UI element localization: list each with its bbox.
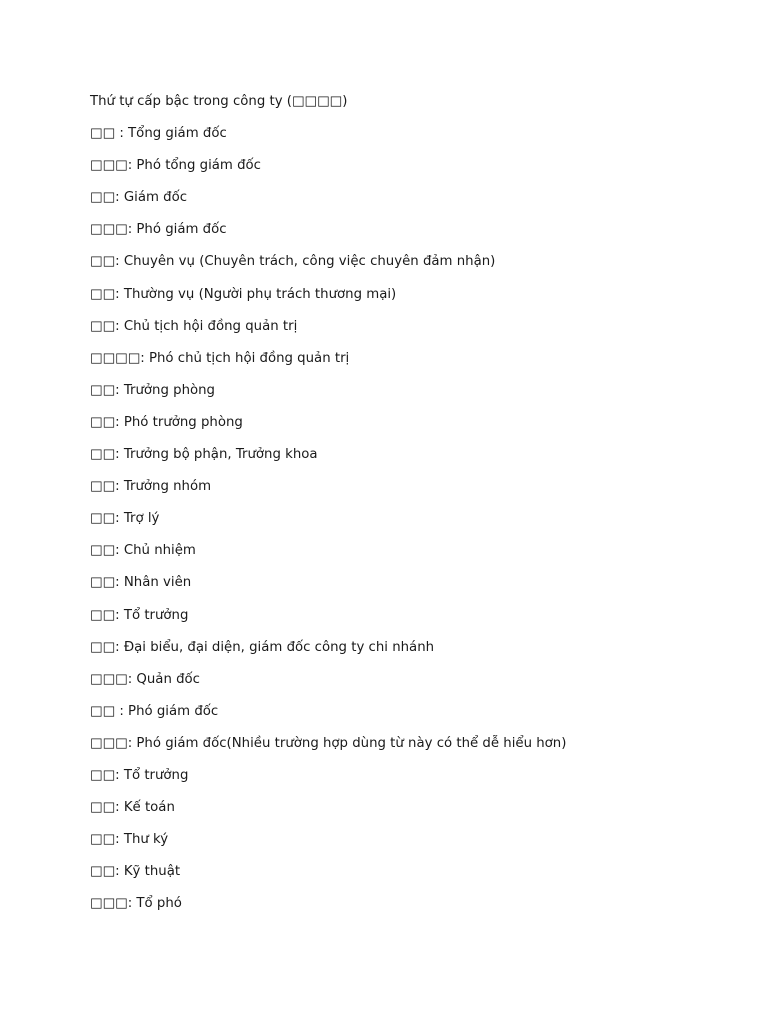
rank-line: □□: Trưởng phòng bbox=[90, 382, 215, 398]
rank-line: □□: Giám đốc bbox=[90, 190, 188, 206]
rank-line: □□: Chuyên vụ (Chuyên trách, công việc chuyên đảm nhận) bbox=[90, 254, 496, 270]
document-body bbox=[90, 92, 730, 926]
rank-line: □□□: Tổ phó bbox=[90, 896, 182, 912]
rank-line: □□□: Phó tổng giám đốc bbox=[90, 158, 261, 174]
rank-line: □□ : Phó giám đốc bbox=[90, 703, 219, 719]
rank-line: □□: Nhân viên bbox=[90, 575, 192, 591]
rank-line: □□: Đại biểu, đại diện, giám đốc công ty chi nhánh bbox=[90, 639, 435, 655]
rank-line: □□□□: Phó chủ tịch hội đồng quản trị bbox=[90, 350, 350, 366]
rank-line: □□: Thường vụ (Người phụ trách thương mại) bbox=[90, 286, 397, 302]
rank-line: □□: Trưởng bộ phận, Trưởng khoa bbox=[90, 447, 318, 463]
rank-line: □□: Kế toán bbox=[90, 800, 175, 816]
rank-line: □□: Chủ nhiệm bbox=[90, 543, 196, 559]
rank-line: □□: Chủ tịch hội đồng quản trị bbox=[90, 318, 298, 334]
rank-line: □□: Kỹ thuật bbox=[90, 864, 181, 880]
rank-line: □□: Tổ trưởng bbox=[90, 767, 189, 783]
rank-line: □□: Trợ lý bbox=[90, 511, 160, 527]
rank-line: □□: Trưởng nhóm bbox=[90, 479, 212, 495]
rank-line: □□ : Tổng giám đốc bbox=[90, 126, 227, 142]
rank-line: □□□: Phó giám đốc bbox=[90, 222, 227, 238]
rank-line: □□: Thư ký bbox=[90, 832, 169, 848]
rank-line: □□: Tổ trưởng bbox=[90, 607, 189, 623]
rank-line: □□: Phó trưởng phòng bbox=[90, 414, 243, 430]
document-title: Thứ tự cấp bậc trong công ty (□□□□) bbox=[90, 94, 348, 109]
rank-line: □□□: Phó giám đốc(Nhiều trường hợp dùng từ này có thể dễ hiểu hơn) bbox=[90, 735, 567, 751]
rank-line: □□□: Quản đốc bbox=[90, 671, 200, 687]
